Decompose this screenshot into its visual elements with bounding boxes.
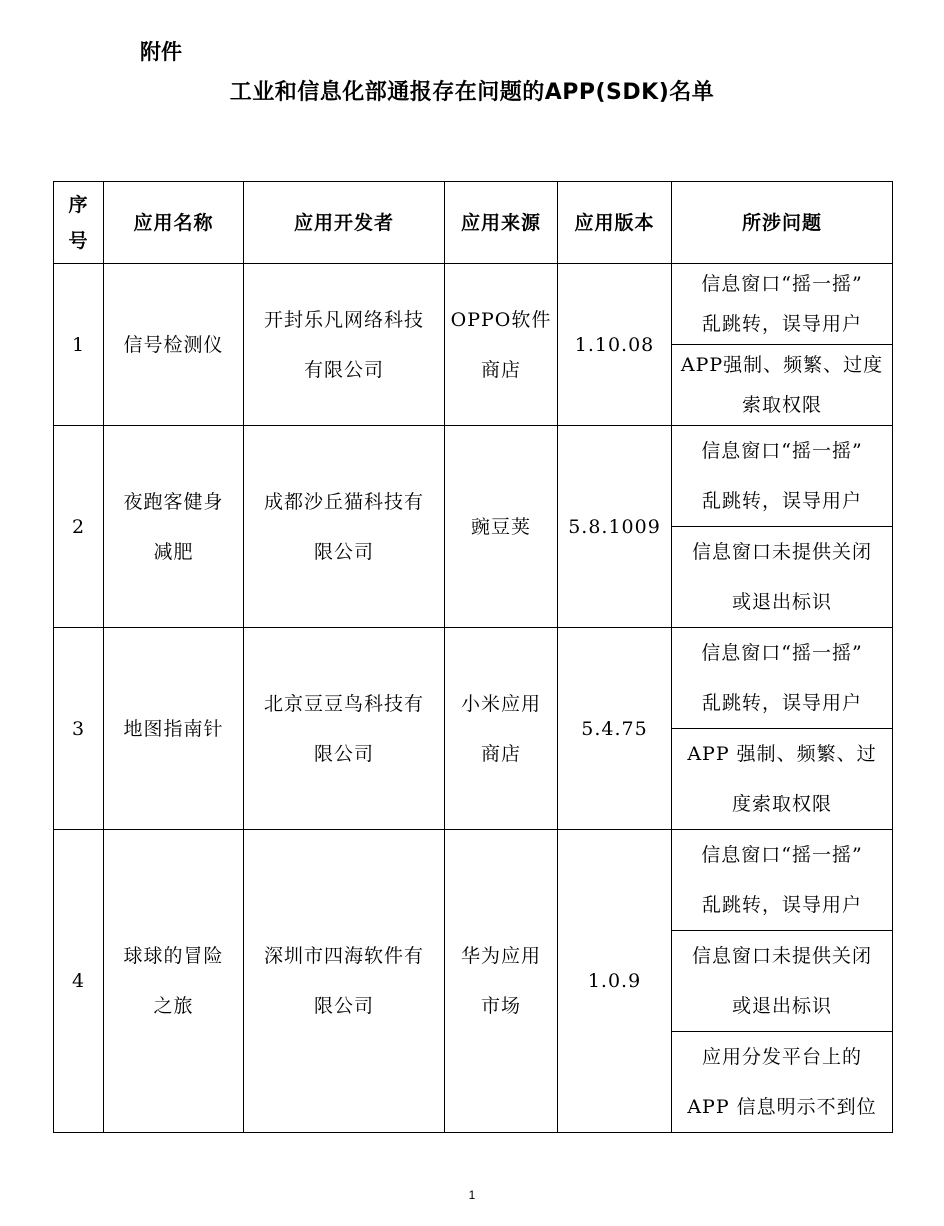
developer-cell (244, 830, 445, 1133)
app-name-cell (104, 830, 244, 1133)
issue-line: 乱跳转，误导用户 (701, 894, 862, 916)
issue-line: APP 信息明示不到位 (687, 1096, 877, 1118)
source-line: 商店 (480, 742, 521, 765)
issue-line: 度索取权限 (731, 793, 832, 815)
app-name-line: 信号检测仪 (123, 333, 224, 356)
developer-line: 北京豆豆鸟科技有 (263, 692, 424, 715)
app-name-line: 地图指南针 (123, 717, 224, 740)
app-name-line: 之旅 (153, 995, 194, 1017)
source-cell (445, 628, 558, 830)
issue-cell (672, 931, 893, 1032)
source-line: OPPO软件 (450, 308, 552, 331)
source-cell (445, 830, 558, 1133)
issue-cell (672, 426, 893, 527)
issue-cell (672, 264, 893, 345)
seq-cell: 1 (54, 264, 104, 426)
seq-cell: 2 (54, 426, 104, 628)
source-line: 小米应用 (460, 692, 541, 715)
developer-line: 有限公司 (303, 358, 384, 381)
version-cell: 1.10.08 (558, 264, 672, 426)
issue-cell (672, 628, 893, 729)
issue-cell (672, 830, 893, 931)
issue-cell (672, 729, 893, 830)
issue-line: 乱跳转，误导用户 (701, 692, 862, 714)
column-header-app-name: 应用名称 (104, 182, 244, 264)
developer-line: 限公司 (313, 742, 374, 765)
attachment-label: 附件 (140, 40, 182, 64)
page-number: 1 (468, 1188, 476, 1202)
issue-line: 信息窗口“摇一摇” (701, 642, 863, 664)
table-row (54, 426, 893, 527)
issue-line: 索取权限 (741, 394, 822, 416)
column-header-developer: 应用开发者 (244, 182, 445, 264)
issue-cell (672, 527, 893, 628)
issue-line: APP强制、频繁、过度 (680, 354, 884, 376)
developer-cell (244, 426, 445, 628)
version-cell: 1.0.9 (558, 830, 672, 1133)
column-header-seq (54, 182, 104, 264)
issue-line: 乱跳转，误导用户 (701, 313, 862, 335)
version-cell: 5.4.75 (558, 628, 672, 830)
page-title: 工业和信息化部通报存在问题的APP(SDK)名单 (229, 80, 715, 105)
source-line: 商店 (480, 358, 521, 381)
seq-cell: 3 (54, 628, 104, 830)
issue-cell (672, 1032, 893, 1133)
developer-line: 限公司 (313, 540, 374, 563)
app-name-cell (104, 426, 244, 628)
issue-cell (672, 345, 893, 426)
column-header-source: 应用来源 (445, 182, 558, 264)
source-line: 豌豆荚 (470, 515, 531, 538)
table-row (54, 264, 893, 345)
app-name-line: 减肥 (153, 540, 194, 563)
developer-cell (244, 264, 445, 426)
app-name-line: 球球的冒险 (123, 945, 224, 967)
issue-line: 信息窗口“摇一摇” (701, 844, 863, 866)
table-row (54, 830, 893, 931)
version-cell: 5.8.1009 (558, 426, 672, 628)
issue-line: 或退出标识 (731, 995, 832, 1017)
source-line: 市场 (480, 995, 521, 1017)
app-list-table (53, 181, 893, 1133)
issue-line: 或退出标识 (731, 591, 832, 613)
app-name-line: 夜跑客健身 (123, 490, 224, 513)
issue-line: APP 强制、频繁、过 (687, 743, 877, 765)
issue-line: 信息窗口“摇一摇” (701, 440, 863, 462)
developer-cell (244, 628, 445, 830)
developer-line: 限公司 (313, 995, 374, 1017)
source-cell (445, 426, 558, 628)
column-header-seq-line: 号 (68, 229, 89, 252)
issue-line: 信息窗口未提供关闭 (691, 945, 872, 967)
issue-line: 应用分发平台上的 (701, 1046, 862, 1068)
issue-line: 信息窗口未提供关闭 (691, 541, 872, 563)
issue-line: 乱跳转，误导用户 (701, 490, 862, 512)
source-cell (445, 264, 558, 426)
header-row (54, 182, 893, 264)
column-header-seq-line: 序 (68, 193, 89, 216)
seq-cell: 4 (54, 830, 104, 1133)
app-name-cell (104, 264, 244, 426)
developer-line: 开封乐凡网络科技 (263, 308, 424, 331)
developer-line: 成都沙丘猫科技有 (263, 490, 424, 513)
column-header-issues: 所涉问题 (672, 182, 893, 264)
app-name-cell (104, 628, 244, 830)
source-line: 华为应用 (460, 945, 541, 967)
developer-line: 深圳市四海软件有 (263, 945, 424, 967)
column-header-version: 应用版本 (558, 182, 672, 264)
issue-line: 信息窗口“摇一摇” (701, 273, 863, 295)
table-row (54, 628, 893, 729)
